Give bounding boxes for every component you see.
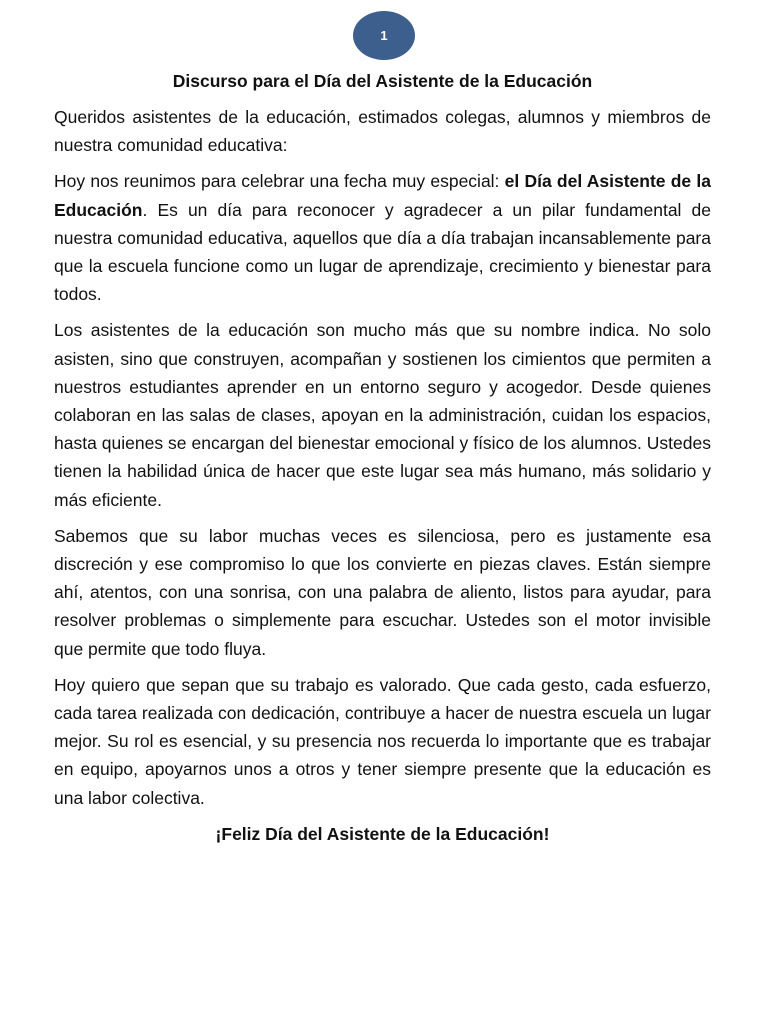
intro-text-start: Hoy nos reunimos para celebrar una fecha muy especial: <box>54 171 505 192</box>
paragraph-role: Los asistentes de la educación son mucho más que su nombre indica. No solo asisten, sino que construyen, acompañan y sostienen los cimientos que permiten a nuestros estudiantes aprender en un entorno seguro y acogedor. Desde quienes colaboran en las salas de clases, apoyan en la administración, cuidan los espacios, hasta quienes se encargan del bienestar emocional y físico de los alumnos. Ustedes tienen la habilidad única de hacer que este lugar sea más humano, más solidario y más eficiente. <box>54 320 711 510</box>
paragraph-greeting: Queridos asistentes de la educación, estimados colegas, alumnos y miembros de nuestra comunidad educativa: <box>54 107 711 156</box>
intro-bold-phrase: el Día del Asistente de la Educación <box>54 171 711 220</box>
paragraph-valued: Hoy quiero que sepan que su trabajo es valorado. Que cada gesto, cada esfuerzo, cada tarea realizada con dedicación, contribuye a hacer de nuestra escuela un lugar mejor. Su rol es esencial, y su presencia nos recuerda lo importante que es trabajar en equipo, apoyarnos unos a otros y tener siempre presente que la educación es una labor colectiva. <box>54 674 711 808</box>
paragraph-intro <box>54 167 711 308</box>
intro-text-end: . Es un día para reconocer y agradecer a un pilar fundamental de nuestra comunidad educativa, aquellos que día a día trabajan incansablemente para que la escuela funcione como un lugar de aprendizaje, crecimiento y bienestar para todos. <box>54 199 711 305</box>
document-title: Discurso para el Día del Asistente de la Educación <box>172 71 593 91</box>
paragraph-silent-work: Sabemos que su labor muchas veces es silenciosa, pero es justamente esa discreción y ese compromiso lo que los convierte en piezas claves. Están siempre ahí, atentos, con una sonrisa, con una palabra de aliento, listos para ayudar, para resolver problemas o simplemente para escuchar. Ustedes son el motor invisible que permite que todo fluya. <box>54 525 711 659</box>
document-body <box>54 68 711 848</box>
page-number-badge: 1 <box>353 11 415 60</box>
closing-line: ¡Feliz Día del Asistente de la Educación! <box>215 823 550 844</box>
